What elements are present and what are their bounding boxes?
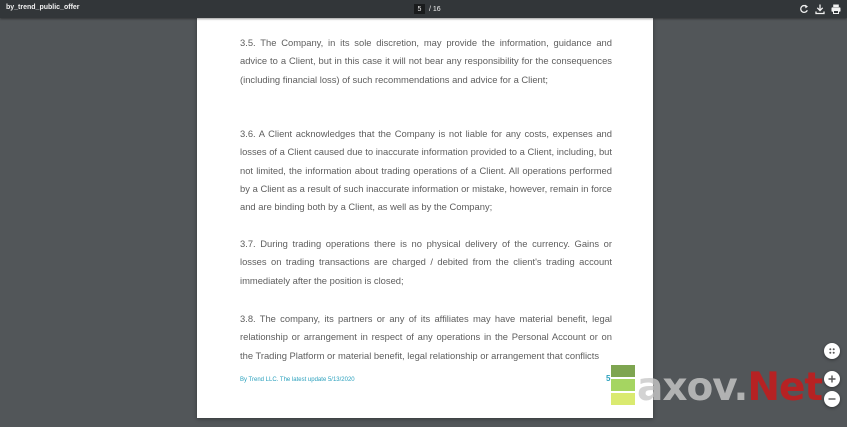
paragraph-3-8: 3.8. The company, its partners or any of its affiliates may have material benefit, legal relationship or arrangement in respect of any operations in the Personal Account or on the Trading Platform or material benefit, legal relationship or arrangement that conflicts: [240, 313, 612, 361]
document-title: by_trend_public_offer: [6, 4, 80, 11]
page-footer: By Trend LLC. The latest update 5/13/2020: [240, 377, 355, 383]
paragraph-3-7: 3.7. During trading operations there is no physical delivery of the currency. Gains or losses on trading transactions are charged / debited from the client's trading account immediately after the position is closed;: [240, 238, 612, 286]
paragraph-3-6: 3.6. A Client acknowledges that the Company is not liable for any costs, expenses and losses of a Client caused due to inaccurate information provided to a Client, including, but not limited, the information about trading operations of a Client. All operations performed by a Client as a result of such inaccurate information or mistake, however, remain in force and are binding both by a Client, as well as by the Company;: [240, 128, 612, 213]
minus-icon: [824, 391, 840, 407]
download-icon[interactable]: [814, 3, 826, 15]
plus-icon: [824, 371, 840, 387]
page-total-label: / 16: [429, 5, 441, 13]
print-icon[interactable]: [830, 3, 842, 15]
rotate-icon[interactable]: [798, 3, 810, 15]
paragraph-3-5: 3.5. The Company, in its sole discretion, may provide the information, guidance and advice to a Client, but in this case it will not bear any responsibility for the consequences (including financial loss) of such recommendations and advice for a Client;: [240, 37, 612, 85]
fit-page-button[interactable]: [824, 343, 840, 359]
watermark-text-red: Net: [747, 365, 823, 410]
zoom-in-button[interactable]: [824, 371, 840, 387]
fit-page-icon: [824, 343, 840, 359]
watermark-text: axov.: [637, 365, 748, 410]
pdf-page: [197, 18, 653, 418]
page-number-input[interactable]: [414, 4, 425, 14]
page-number: 5: [606, 374, 611, 383]
watermark-b-logo: [611, 365, 635, 405]
site-watermark: [611, 365, 821, 411]
zoom-out-button[interactable]: [824, 391, 840, 407]
pdf-toolbar: [0, 0, 847, 18]
page-navigator: [414, 3, 441, 15]
